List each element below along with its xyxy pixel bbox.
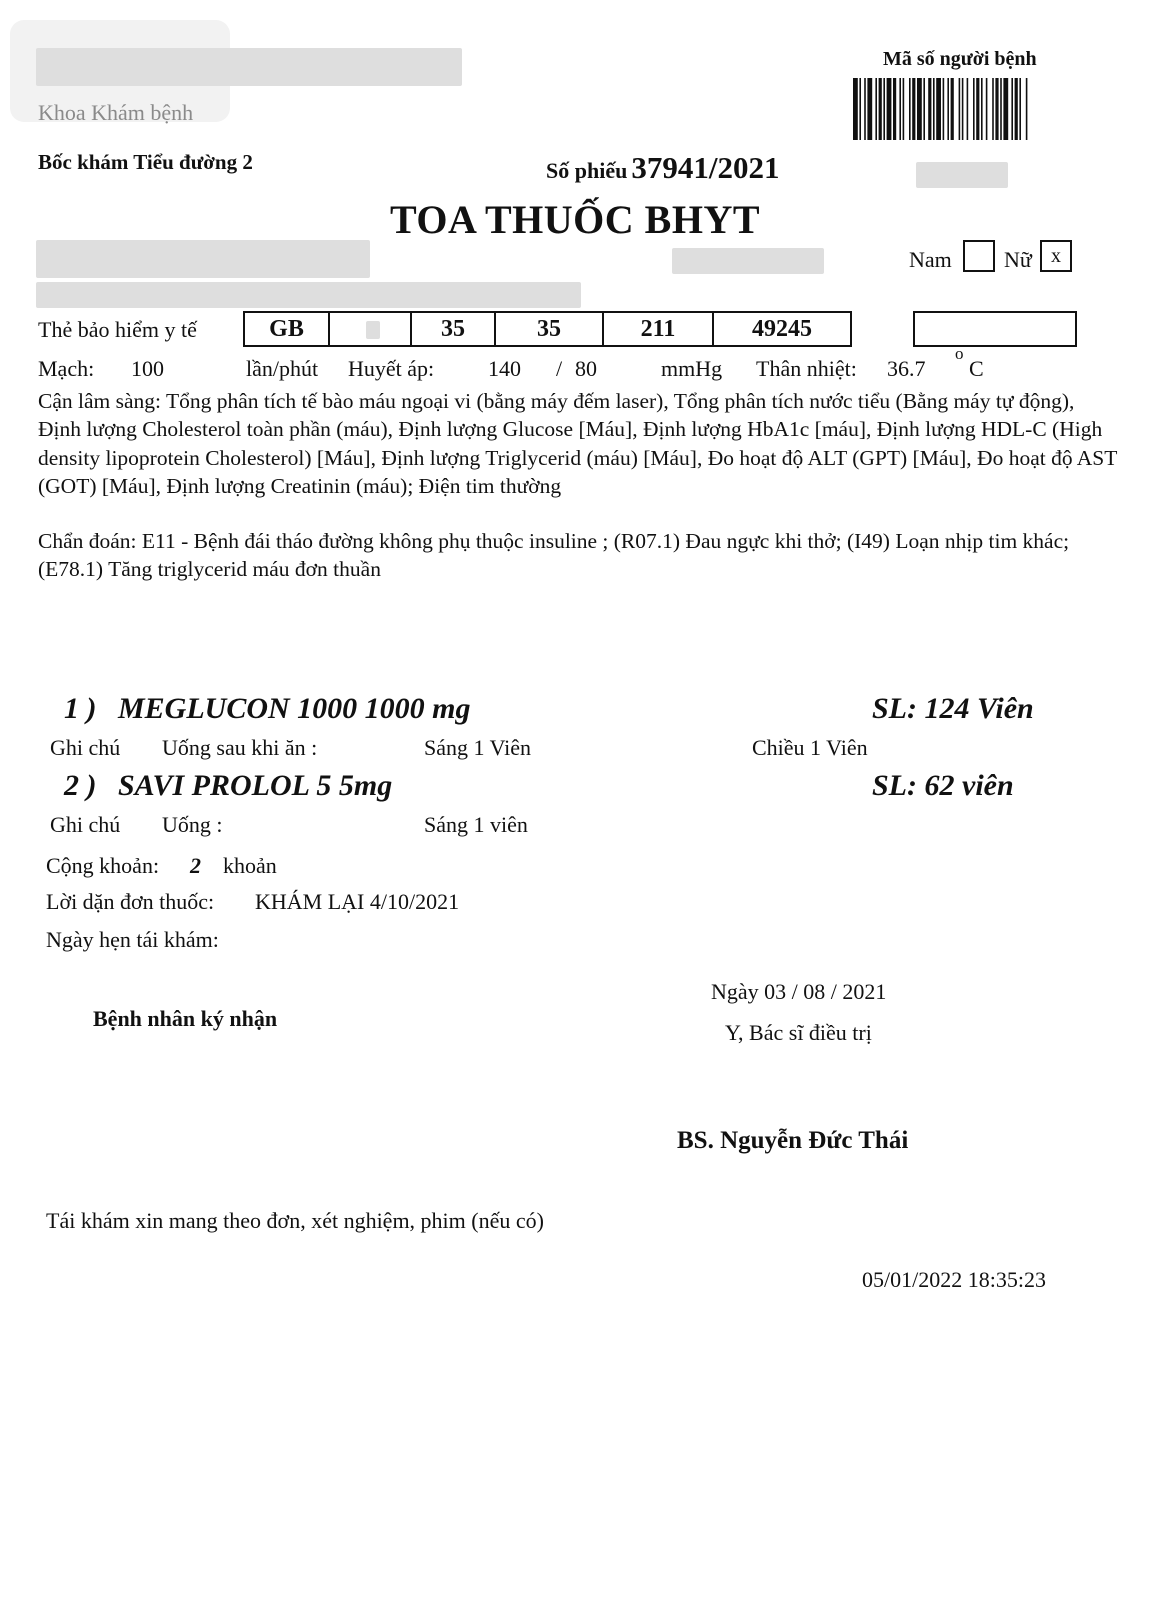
- patient-barcode: [853, 78, 1078, 140]
- redacted-hospital-name: [36, 48, 462, 86]
- footer-note: Tái khám xin mang theo đơn, xét nghiệm, phim (nếu có): [46, 1208, 544, 1233]
- ticket-number-block: [546, 150, 779, 186]
- gender-female-checkbox: x: [1040, 240, 1072, 272]
- insurance-cell: 35: [410, 311, 496, 347]
- lab-tests-text: Cận lâm sàng: Tổng phân tích tế bào máu ngoại vi (bằng máy đếm laser), Tổng phân tích nước tiểu (Bằng máy tự động), Định lượng Cholesterol toàn phần (máu), Định lượng Glucose [Máu], Định lượng HbA1c [máu], Định lượng HDL-C (High density lipoprotein Cholesterol) [Máu], Định lượng Triglycerid (máu) [Máu], Đo hoạt độ ALT (GPT) [Máu], Đo hoạt độ AST (GOT) [Máu], Định lượng Creatinin (máu); Điện tim thường: [38, 389, 1117, 498]
- page-title: TOA THUỐC BHYT: [389, 197, 761, 242]
- patient-signature-label: Bệnh nhân ký nhận: [93, 1006, 278, 1031]
- advice-value: KHÁM LẠI 4/10/2021: [255, 889, 460, 914]
- pulse-label: Mạch:: [38, 356, 95, 381]
- temp-label: Thân nhiệt:: [756, 356, 857, 381]
- insurance-cell: 35: [494, 311, 604, 347]
- bp-label: Huyết áp:: [348, 356, 435, 381]
- drug-index: 1 ): [64, 692, 97, 725]
- bp-unit: mmHg: [661, 356, 723, 381]
- doctor-name: BS. Nguyễn Đức Thái: [677, 1127, 909, 1154]
- pulse-unit: lần/phút: [246, 356, 319, 381]
- insurance-label: Thẻ bảo hiểm y tế: [38, 317, 197, 342]
- temp-degree: o: [955, 344, 964, 363]
- drug-quantity: SL: 62 viên: [872, 769, 1014, 802]
- drug-dose-afternoon: Chiều 1 Viên: [752, 735, 868, 760]
- followup-label: Ngày hẹn tái khám:: [46, 927, 219, 952]
- drug-usage: Uống sau khi ăn :: [162, 735, 318, 760]
- insurance-cell: GB: [243, 311, 330, 347]
- gender-male-label: Nam: [909, 247, 952, 272]
- drug-dose-morning: Sáng 1 Viên: [424, 735, 532, 760]
- total-label: Cộng khoản:: [46, 853, 160, 878]
- ticket-label: Số phiếu: [546, 158, 628, 183]
- redacted-patient-address: [36, 282, 581, 308]
- patient-id-label: Mã số người bệnh: [883, 48, 1037, 70]
- drug-usage: Uống :: [162, 812, 223, 837]
- insurance-cell: [328, 311, 412, 347]
- insurance-card-number: [245, 311, 852, 347]
- pulse-value: 100: [131, 356, 164, 381]
- redacted-patient-age: [672, 248, 824, 274]
- gender-female-label: Nữ: [1004, 247, 1032, 272]
- bp-diastolic: 80: [575, 356, 597, 381]
- gender-male-checkbox: [963, 240, 995, 272]
- drug-quantity: SL: 124 Viên: [872, 692, 1034, 725]
- insurance-extra-box: [913, 311, 1077, 347]
- print-timestamp: 05/01/2022 18:35:23: [862, 1267, 1046, 1292]
- temp-value: 36.7: [887, 356, 926, 381]
- redacted-insurance-digit: [366, 321, 380, 339]
- drug-note-label: Ghi chú: [50, 812, 121, 837]
- bp-separator: /: [556, 356, 563, 381]
- total-unit: khoản: [223, 853, 277, 878]
- diagnosis-text: Chẩn đoán: E11 - Bệnh đái tháo đường không phụ thuộc insuline ; (R07.1) Đau ngực khi thở; (I49) Loạn nhịp tim khác; (E78.1) Tăng triglycerid máu đơn thuần: [38, 529, 1070, 582]
- prescription-date: Ngày 03 / 08 / 2021: [711, 979, 887, 1004]
- drug-name: SAVI PROLOL 5 5mg: [118, 769, 393, 802]
- drug-name: MEGLUCON 1000 1000 mg: [118, 692, 471, 725]
- redacted-field: [916, 162, 1008, 188]
- insurance-cell: 211: [602, 311, 714, 347]
- temp-unit: C: [969, 356, 984, 381]
- department-name: Khoa Khám bệnh: [38, 100, 194, 125]
- bp-systolic: 140: [488, 356, 521, 381]
- clinic-name: Bốc khám Tiểu đường 2: [38, 150, 253, 174]
- drug-index: 2 ): [64, 769, 97, 802]
- ticket-number: 37941/2021: [631, 150, 780, 185]
- drug-dose-morning: Sáng 1 viên: [424, 812, 528, 837]
- advice-label: Lời dặn đơn thuốc:: [46, 889, 215, 914]
- total-value: 2: [190, 853, 201, 878]
- redacted-patient-name: [36, 240, 370, 278]
- drug-note-label: Ghi chú: [50, 735, 121, 760]
- doctor-role: Y, Bác sĩ điều trị: [725, 1020, 872, 1045]
- insurance-cell: 49245: [712, 311, 852, 347]
